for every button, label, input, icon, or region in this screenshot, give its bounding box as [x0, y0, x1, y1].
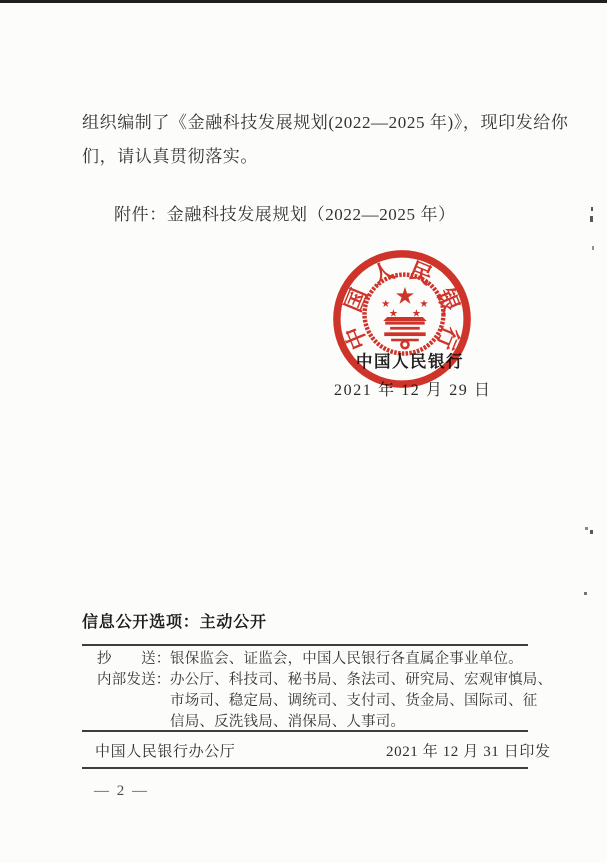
seal-ring-char: 民	[405, 257, 437, 290]
pboc-seal-icon	[328, 245, 476, 393]
page-number: — 2 —	[94, 783, 149, 799]
body-text-line-1: 组织编制了《金融科技发展规划(2022—2025 年)》，现印发给你	[82, 113, 569, 132]
issuer-office-text: 中国人民银行办公厅	[95, 744, 236, 760]
print-date-text: 2021 年 12 月 31 日印发	[386, 744, 551, 760]
scan-edge-bar	[0, 0, 607, 3]
divider-rule-top	[82, 644, 528, 646]
divider-rule-bottom	[82, 767, 528, 769]
seal-ring-char: 银	[431, 284, 464, 316]
seal-ring-char: 国	[340, 284, 373, 316]
seal-ring-char: 中	[340, 322, 373, 354]
scan-speck	[590, 216, 593, 222]
internal-distribution-line-1: 办公厅、科技司、秘书局、条法司、研究局、宏观审慎局、	[170, 672, 553, 688]
scan-speck	[590, 530, 593, 534]
seal-ring-char: 行	[431, 322, 464, 354]
seal-ring-char: 人	[367, 257, 399, 290]
internal-distribution-line-2: 市场司、稳定局、调统司、支付司、货金局、国际司、征	[170, 693, 538, 709]
scan-speck	[585, 527, 588, 530]
issuer-name-text: 中国人民银行	[356, 352, 464, 371]
divider-rule-middle	[82, 730, 528, 732]
sign-date-text: 2021 年 12 月 29 日	[334, 382, 492, 399]
scan-speck	[592, 246, 594, 250]
official-seal	[328, 245, 476, 393]
disclosure-option-heading: 信息公开选项：主动公开	[82, 614, 267, 631]
scan-speck	[591, 207, 593, 211]
body-text-line-2: 们，请认真贯彻落实。	[82, 147, 258, 166]
national-emblem-icon	[365, 275, 444, 354]
scan-speck	[584, 592, 587, 595]
internal-distribution-label: 内部发送：	[97, 672, 171, 688]
cc-label: 抄 送：	[97, 651, 171, 667]
cc-value: 银保监会、证监会，中国人民银行各直属企事业单位。	[170, 651, 523, 667]
internal-distribution-line-3: 信局、反洗钱局、消保局、人事司。	[170, 714, 406, 730]
attachment-line: 附件：金融科技发展规划（2022—2025 年）	[114, 205, 456, 224]
